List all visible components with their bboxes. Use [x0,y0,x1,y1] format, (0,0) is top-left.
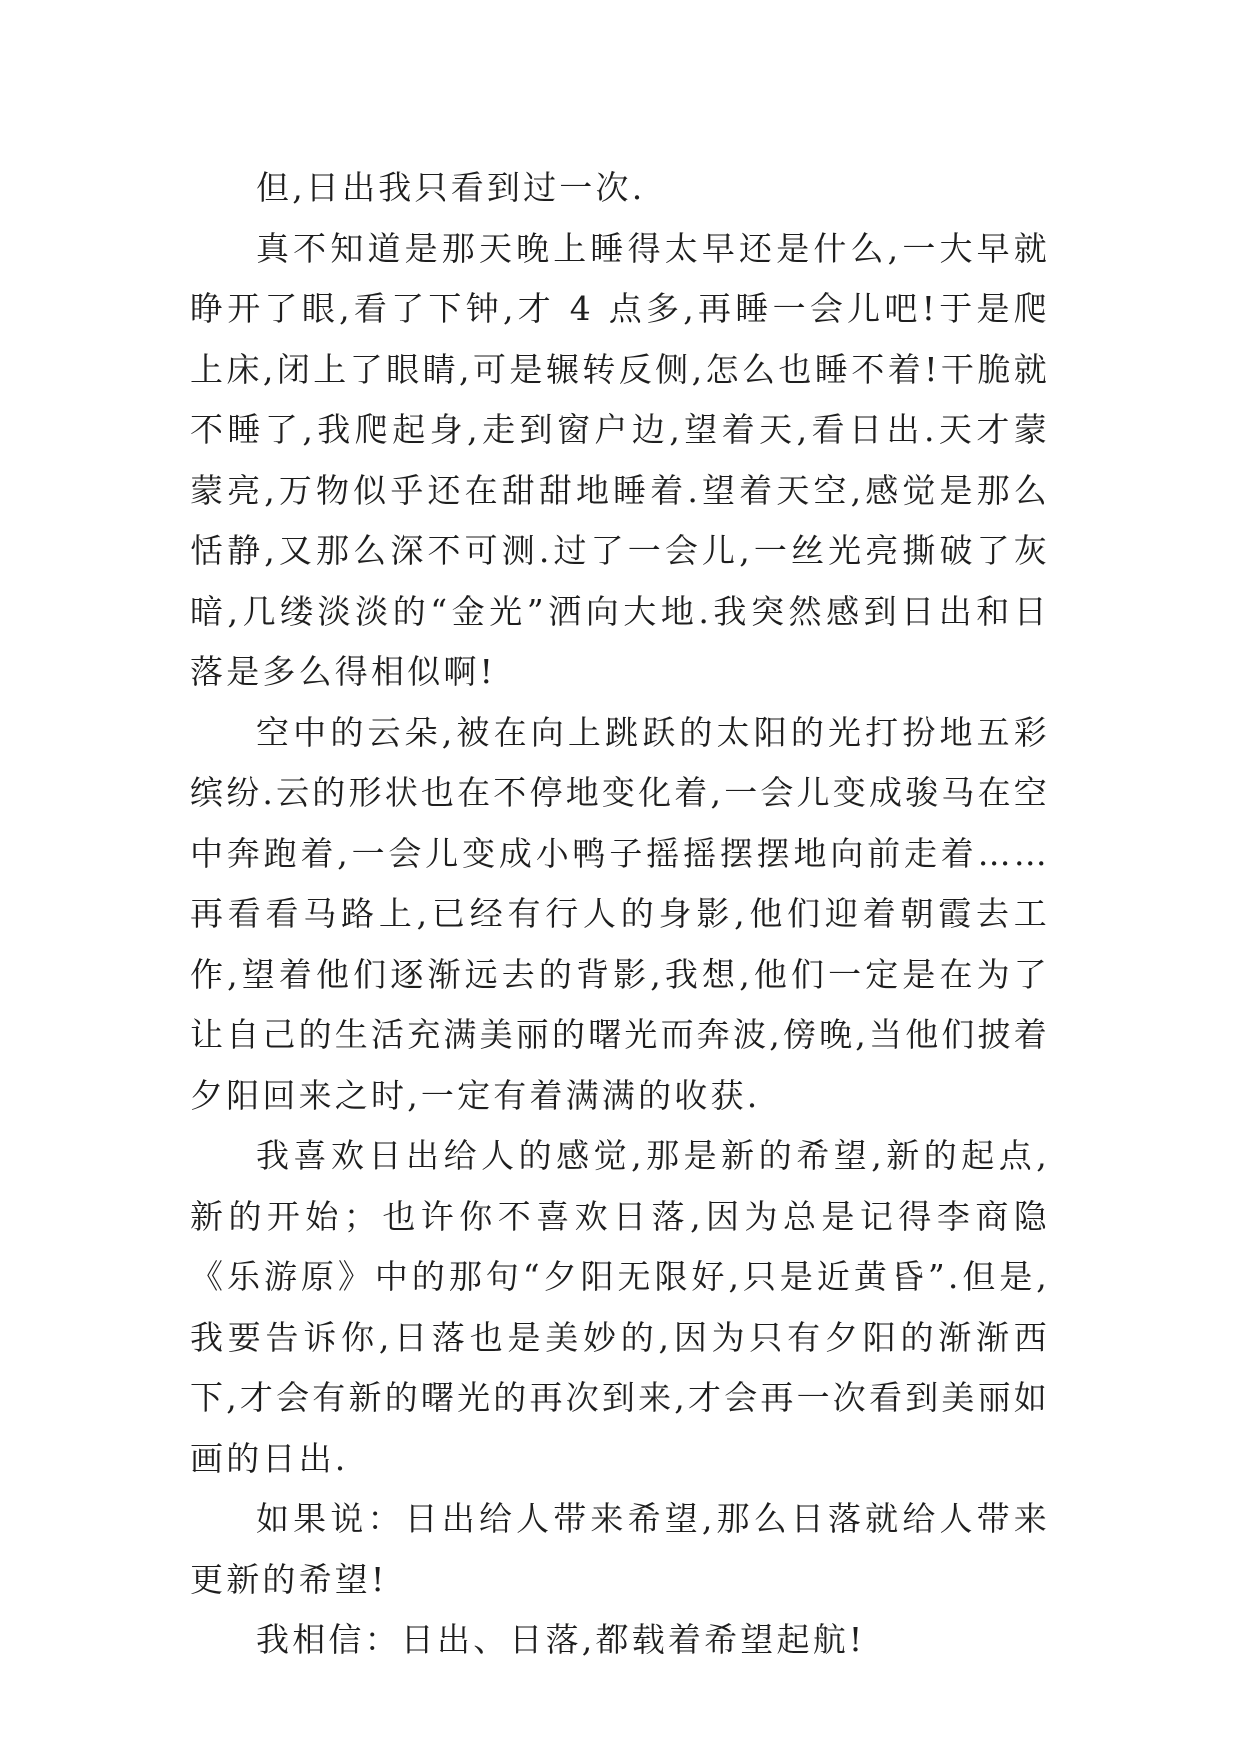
paragraph-6: 我相信：日出、日落,都载着希望起航! [256,1620,866,1659]
paragraph-4: 我喜欢日出给人的感觉,那是新的希望,新的起点,新的开始；也许你不喜欢日落,因为总是记得李商隐《乐游原》中的那句“夕阳无限好,只是近黄昏”.但是,我要告诉你,日落也是美妙的,因为只有夕阳的渐渐西下,才会有新的曙光的再次到来,才会再一次看到美丽如画的日出. [190,1136,1050,1478]
essay-body [190,158,1050,1671]
paragraph-5: 如果说：日出给人带来希望,那么日落就给人带来更新的希望! [190,1499,1050,1599]
paragraph-1: 但,日出我只看到过一次. [256,168,646,207]
paragraph-2: 真不知道是那天晚上睡得太早还是什么,一大早就睁开了眼,看了下钟,才 4 点多,再睡一会儿吧!于是爬上床,闭上了眼睛,可是辗转反侧,怎么也睡不着!干脆就不睡了,我爬起身,走到窗户边,望着天,看日出.天才蒙蒙亮,万物似乎还在甜甜地睡着.望着天空,感觉是那么恬静,又那么深不可测.过了一会儿,一丝光亮撕破了灰暗,几缕淡淡的“金光”洒向大地.我突然感到日出和日落是多么得相似啊! [190,228,1050,691]
paragraph-3: 空中的云朵,被在向上跳跃的太阳的光打扮地五彩缤纷.云的形状也在不停地变化着,一会儿变成骏马在空中奔跑着,一会儿变成小鸭子摇摇摆摆地向前走着……再看看马路上,已经有行人的身影,他们迎着朝霞去工作,望着他们逐渐远去的背影,我想,他们一定是在为了让自己的生活充满美丽的曙光而奔波,傍晚,当他们披着夕阳回来之时,一定有着满满的收获. [190,712,1050,1115]
